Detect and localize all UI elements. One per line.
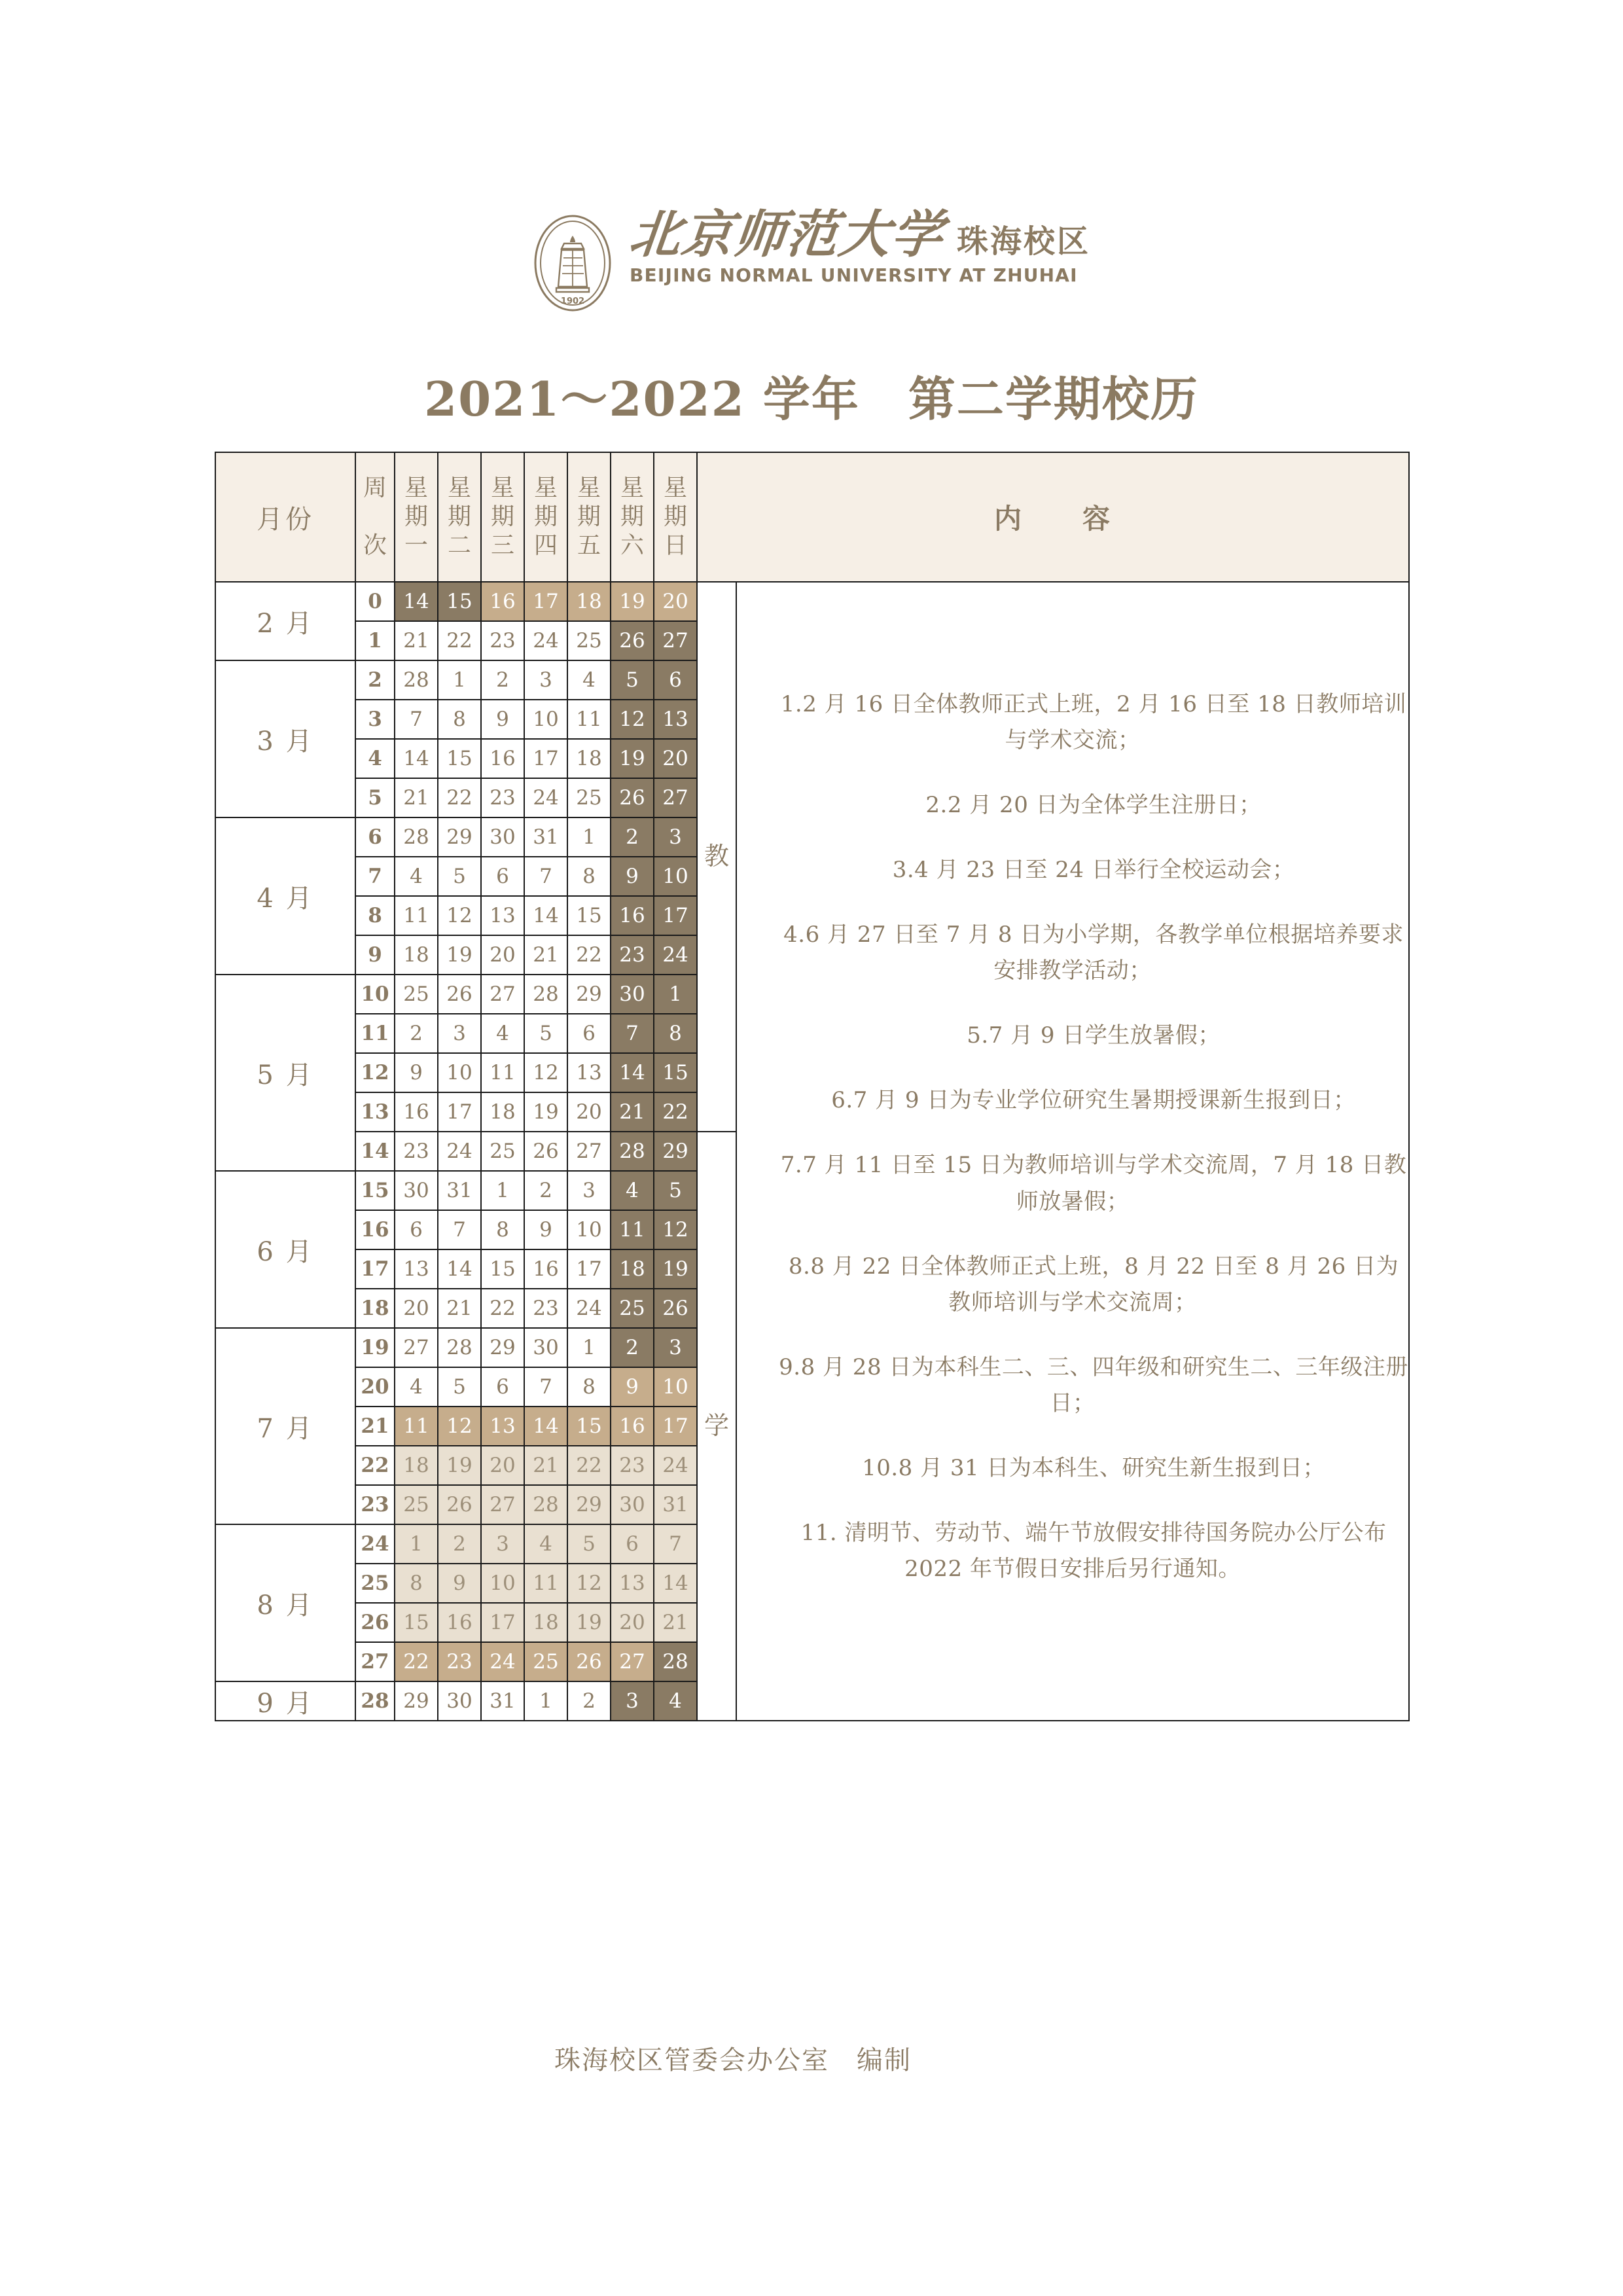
day-cell: 25 bbox=[567, 778, 611, 817]
day-cell: 6 bbox=[654, 660, 697, 700]
day-cell: 26 bbox=[567, 1642, 611, 1681]
day-cell: 30 bbox=[524, 1328, 567, 1367]
day-cell: 14 bbox=[438, 1249, 481, 1289]
day-cell: 17 bbox=[524, 739, 567, 778]
day-cell: 28 bbox=[395, 660, 438, 700]
week-number-cell: 27 bbox=[355, 1642, 395, 1681]
day-cell: 27 bbox=[654, 621, 697, 660]
day-cell: 7 bbox=[395, 700, 438, 739]
day-cell: 28 bbox=[524, 975, 567, 1014]
day-cell: 24 bbox=[524, 621, 567, 660]
week-number-cell: 18 bbox=[355, 1289, 395, 1328]
day-cell: 13 bbox=[567, 1053, 611, 1092]
day-cell: 2 bbox=[611, 817, 654, 857]
day-cell: 26 bbox=[611, 778, 654, 817]
university-name-cn: 北京师范大学 bbox=[626, 205, 947, 264]
week-number-cell: 16 bbox=[355, 1210, 395, 1249]
day-cell: 14 bbox=[395, 582, 438, 621]
week-number-cell: 12 bbox=[355, 1053, 395, 1092]
day-cell: 9 bbox=[611, 1367, 654, 1407]
day-cell: 3 bbox=[524, 660, 567, 700]
day-cell: 18 bbox=[395, 1446, 438, 1485]
day-cell: 16 bbox=[611, 1407, 654, 1446]
header-weekday-fri: 星 期 五 bbox=[567, 452, 611, 582]
week-number-cell: 15 bbox=[355, 1171, 395, 1210]
day-cell: 28 bbox=[438, 1328, 481, 1367]
day-cell: 9 bbox=[395, 1053, 438, 1092]
day-cell: 4 bbox=[567, 660, 611, 700]
day-cell: 8 bbox=[567, 1367, 611, 1407]
day-cell: 26 bbox=[438, 1485, 481, 1524]
day-cell: 16 bbox=[481, 739, 524, 778]
document-footer: 珠海校区管委会办公室 编制 bbox=[554, 2045, 912, 2075]
day-cell: 7 bbox=[524, 1367, 567, 1407]
day-cell: 23 bbox=[524, 1289, 567, 1328]
table-header-row bbox=[215, 452, 1409, 582]
day-cell: 23 bbox=[481, 621, 524, 660]
day-cell: 7 bbox=[611, 1014, 654, 1053]
day-cell: 21 bbox=[438, 1289, 481, 1328]
day-cell: 10 bbox=[481, 1564, 524, 1603]
university-logo-block bbox=[0, 205, 1623, 313]
day-cell: 31 bbox=[481, 1681, 524, 1721]
week-number-cell: 24 bbox=[355, 1524, 395, 1564]
header-content: 内 容 bbox=[697, 452, 1409, 582]
day-cell: 29 bbox=[395, 1681, 438, 1721]
day-cell: 19 bbox=[654, 1249, 697, 1289]
day-cell: 28 bbox=[524, 1485, 567, 1524]
day-cell: 15 bbox=[438, 582, 481, 621]
day-cell: 15 bbox=[567, 896, 611, 935]
university-seal-icon bbox=[533, 213, 613, 313]
table-row bbox=[215, 582, 1409, 621]
day-cell: 26 bbox=[654, 1289, 697, 1328]
day-cell: 8 bbox=[438, 700, 481, 739]
day-cell: 3 bbox=[654, 817, 697, 857]
day-cell: 18 bbox=[567, 739, 611, 778]
day-cell: 11 bbox=[567, 700, 611, 739]
day-cell: 18 bbox=[567, 582, 611, 621]
day-cell: 3 bbox=[611, 1681, 654, 1721]
day-cell: 7 bbox=[654, 1524, 697, 1564]
day-cell: 3 bbox=[438, 1014, 481, 1053]
day-cell: 30 bbox=[611, 975, 654, 1014]
day-cell: 19 bbox=[567, 1603, 611, 1642]
day-cell: 4 bbox=[611, 1171, 654, 1210]
day-cell: 19 bbox=[438, 935, 481, 975]
week-number-cell: 3 bbox=[355, 700, 395, 739]
day-cell: 4 bbox=[395, 1367, 438, 1407]
day-cell: 9 bbox=[481, 700, 524, 739]
note-item: 8.8 月 22 日全体教师正式上班，8 月 22 日至 8 月 26 日为教师培训与学术交流周； bbox=[788, 1253, 1399, 1316]
day-cell: 6 bbox=[395, 1210, 438, 1249]
day-cell: 28 bbox=[654, 1642, 697, 1681]
day-cell: 19 bbox=[611, 739, 654, 778]
day-cell: 6 bbox=[481, 857, 524, 896]
day-cell: 16 bbox=[481, 582, 524, 621]
day-cell: 3 bbox=[481, 1524, 524, 1564]
day-cell: 23 bbox=[438, 1642, 481, 1681]
day-cell: 6 bbox=[567, 1014, 611, 1053]
day-cell: 12 bbox=[524, 1053, 567, 1092]
week-number-cell: 19 bbox=[355, 1328, 395, 1367]
day-cell: 5 bbox=[438, 857, 481, 896]
day-cell: 5 bbox=[654, 1171, 697, 1210]
day-cell: 6 bbox=[611, 1524, 654, 1564]
week-number-cell: 21 bbox=[355, 1407, 395, 1446]
day-cell: 21 bbox=[395, 778, 438, 817]
day-cell: 27 bbox=[481, 975, 524, 1014]
day-cell: 17 bbox=[524, 582, 567, 621]
day-cell: 1 bbox=[567, 817, 611, 857]
day-cell: 4 bbox=[524, 1524, 567, 1564]
day-cell: 15 bbox=[438, 739, 481, 778]
day-cell: 28 bbox=[611, 1132, 654, 1171]
day-cell: 3 bbox=[654, 1328, 697, 1367]
day-cell: 11 bbox=[395, 896, 438, 935]
day-cell: 22 bbox=[481, 1289, 524, 1328]
day-cell: 5 bbox=[567, 1524, 611, 1564]
day-cell: 22 bbox=[654, 1092, 697, 1132]
day-cell: 27 bbox=[611, 1642, 654, 1681]
week-number-cell: 26 bbox=[355, 1603, 395, 1642]
day-cell: 14 bbox=[611, 1053, 654, 1092]
day-cell: 20 bbox=[654, 582, 697, 621]
month-label-cell: 3 月 bbox=[215, 660, 355, 817]
day-cell: 13 bbox=[481, 1407, 524, 1446]
day-cell: 22 bbox=[567, 935, 611, 975]
week-number-cell: 5 bbox=[355, 778, 395, 817]
day-cell: 30 bbox=[438, 1681, 481, 1721]
day-cell: 17 bbox=[654, 896, 697, 935]
day-cell: 5 bbox=[524, 1014, 567, 1053]
day-cell: 12 bbox=[654, 1210, 697, 1249]
page-title: 2021～2022 学年 第二学期校历 bbox=[424, 371, 1199, 427]
month-label-cell: 9 月 bbox=[215, 1681, 355, 1721]
header-weekday-sat: 星 期 六 bbox=[611, 452, 654, 582]
day-cell: 21 bbox=[654, 1603, 697, 1642]
day-cell: 12 bbox=[611, 700, 654, 739]
day-cell: 8 bbox=[654, 1014, 697, 1053]
day-cell: 24 bbox=[654, 935, 697, 975]
day-cell: 11 bbox=[395, 1407, 438, 1446]
day-cell: 16 bbox=[524, 1249, 567, 1289]
day-cell: 23 bbox=[395, 1132, 438, 1171]
day-cell: 8 bbox=[481, 1210, 524, 1249]
day-cell: 24 bbox=[654, 1446, 697, 1485]
week-number-cell: 7 bbox=[355, 857, 395, 896]
day-cell: 13 bbox=[611, 1564, 654, 1603]
month-label-cell: 5 月 bbox=[215, 975, 355, 1171]
day-cell: 16 bbox=[438, 1603, 481, 1642]
day-cell: 30 bbox=[611, 1485, 654, 1524]
day-cell: 4 bbox=[395, 857, 438, 896]
day-cell: 8 bbox=[395, 1564, 438, 1603]
day-cell: 14 bbox=[395, 739, 438, 778]
week-number-cell: 4 bbox=[355, 739, 395, 778]
note-item: 11. 清明节、劳动节、端午节放假安排待国务院办公厅公布 2022 年节假日安排后另行通知。 bbox=[800, 1520, 1387, 1583]
day-cell: 3 bbox=[567, 1171, 611, 1210]
day-cell: 20 bbox=[481, 935, 524, 975]
week-number-cell: 10 bbox=[355, 975, 395, 1014]
day-cell: 29 bbox=[567, 975, 611, 1014]
header-month: 月份 bbox=[215, 452, 355, 582]
academic-calendar-table bbox=[215, 452, 1408, 1721]
day-cell: 30 bbox=[395, 1171, 438, 1210]
day-cell: 23 bbox=[611, 935, 654, 975]
header-weekday-wed: 星 期 三 bbox=[481, 452, 524, 582]
day-cell: 13 bbox=[395, 1249, 438, 1289]
day-cell: 17 bbox=[567, 1249, 611, 1289]
day-cell: 25 bbox=[524, 1642, 567, 1681]
day-cell: 29 bbox=[654, 1132, 697, 1171]
day-cell: 22 bbox=[438, 621, 481, 660]
week-number-cell: 17 bbox=[355, 1249, 395, 1289]
day-cell: 18 bbox=[611, 1249, 654, 1289]
week-number-cell: 13 bbox=[355, 1092, 395, 1132]
week-number-cell: 2 bbox=[355, 660, 395, 700]
day-cell: 29 bbox=[481, 1328, 524, 1367]
day-cell: 6 bbox=[481, 1367, 524, 1407]
day-cell: 27 bbox=[395, 1328, 438, 1367]
day-cell: 1 bbox=[524, 1681, 567, 1721]
day-cell: 24 bbox=[438, 1132, 481, 1171]
day-cell: 22 bbox=[567, 1446, 611, 1485]
day-cell: 31 bbox=[438, 1171, 481, 1210]
day-cell: 10 bbox=[438, 1053, 481, 1092]
day-cell: 17 bbox=[654, 1407, 697, 1446]
day-cell: 1 bbox=[654, 975, 697, 1014]
note-item: 10.8 月 31 日为本科生、研究生新生报到日； bbox=[862, 1454, 1325, 1481]
university-name-en: BEIJING NORMAL UNIVERSITY AT ZHUHAI bbox=[629, 264, 1078, 286]
day-cell: 25 bbox=[481, 1132, 524, 1171]
day-cell: 26 bbox=[438, 975, 481, 1014]
note-item: 2.2 月 20 日为全体学生注册日； bbox=[925, 791, 1262, 818]
day-cell: 5 bbox=[438, 1367, 481, 1407]
day-cell: 20 bbox=[567, 1092, 611, 1132]
note-item: 5.7 月 9 日学生放暑假； bbox=[967, 1022, 1221, 1049]
week-number-cell: 1 bbox=[355, 621, 395, 660]
day-cell: 12 bbox=[567, 1564, 611, 1603]
day-cell: 11 bbox=[611, 1210, 654, 1249]
day-cell: 20 bbox=[481, 1446, 524, 1485]
day-cell: 7 bbox=[524, 857, 567, 896]
header-weekday-sun: 星 期 日 bbox=[654, 452, 697, 582]
day-cell: 30 bbox=[481, 817, 524, 857]
day-cell: 16 bbox=[611, 896, 654, 935]
day-cell: 22 bbox=[395, 1642, 438, 1681]
day-cell: 31 bbox=[524, 817, 567, 857]
day-cell: 8 bbox=[567, 857, 611, 896]
month-label-cell: 6 月 bbox=[215, 1171, 355, 1328]
day-cell: 18 bbox=[395, 935, 438, 975]
day-cell: 25 bbox=[567, 621, 611, 660]
day-cell: 20 bbox=[611, 1603, 654, 1642]
day-cell: 13 bbox=[481, 896, 524, 935]
day-cell: 23 bbox=[611, 1446, 654, 1485]
day-cell: 2 bbox=[567, 1681, 611, 1721]
month-label-cell: 7 月 bbox=[215, 1328, 355, 1524]
day-cell: 10 bbox=[567, 1210, 611, 1249]
day-cell: 2 bbox=[395, 1014, 438, 1053]
day-cell: 24 bbox=[567, 1289, 611, 1328]
day-cell: 27 bbox=[654, 778, 697, 817]
day-cell: 29 bbox=[438, 817, 481, 857]
week-number-cell: 22 bbox=[355, 1446, 395, 1485]
note-item: 4.6 月 27 日至 7 月 8 日为小学期，各教学单位根据培养要求安排教学活动； bbox=[783, 922, 1404, 984]
day-cell: 2 bbox=[438, 1524, 481, 1564]
day-cell: 24 bbox=[481, 1642, 524, 1681]
day-cell: 19 bbox=[438, 1446, 481, 1485]
vertical-label-teach: 教 bbox=[697, 582, 736, 1132]
day-cell: 10 bbox=[524, 700, 567, 739]
day-cell: 14 bbox=[654, 1564, 697, 1603]
header-week-number: 周 次 bbox=[355, 452, 395, 582]
campus-name-cn: 珠海校区 bbox=[957, 223, 1091, 260]
day-cell: 17 bbox=[481, 1603, 524, 1642]
day-cell: 26 bbox=[524, 1132, 567, 1171]
week-number-cell: 23 bbox=[355, 1485, 395, 1524]
day-cell: 15 bbox=[395, 1603, 438, 1642]
vertical-label-study: 学 bbox=[697, 1132, 736, 1721]
day-cell: 25 bbox=[611, 1289, 654, 1328]
header-weekday-thu: 星 期 四 bbox=[524, 452, 567, 582]
day-cell: 15 bbox=[481, 1249, 524, 1289]
day-cell: 1 bbox=[438, 660, 481, 700]
day-cell: 11 bbox=[481, 1053, 524, 1092]
week-number-cell: 14 bbox=[355, 1132, 395, 1171]
day-cell: 19 bbox=[524, 1092, 567, 1132]
day-cell: 12 bbox=[438, 1407, 481, 1446]
day-cell: 29 bbox=[567, 1485, 611, 1524]
week-number-cell: 20 bbox=[355, 1367, 395, 1407]
note-item: 6.7 月 9 日为专业学位研究生暑期授课新生报到日； bbox=[831, 1087, 1356, 1114]
day-cell: 24 bbox=[524, 778, 567, 817]
day-cell: 14 bbox=[524, 896, 567, 935]
day-cell: 9 bbox=[524, 1210, 567, 1249]
header-weekday-mon: 星 期 一 bbox=[395, 452, 438, 582]
day-cell: 19 bbox=[611, 582, 654, 621]
day-cell: 5 bbox=[611, 660, 654, 700]
note-item: 1.2 月 16 日全体教师正式上班，2 月 16 日至 18 日教师培训与学术交流； bbox=[780, 691, 1407, 753]
day-cell: 2 bbox=[611, 1328, 654, 1367]
day-cell: 11 bbox=[524, 1564, 567, 1603]
week-number-cell: 6 bbox=[355, 817, 395, 857]
day-cell: 21 bbox=[524, 935, 567, 975]
day-cell: 9 bbox=[611, 857, 654, 896]
svg-text:1902: 1902 bbox=[560, 296, 585, 306]
note-item: 7.7 月 11 日至 15 日为教师培训与学术交流周，7 月 18 日教师放暑假； bbox=[780, 1152, 1407, 1215]
month-label-cell: 4 月 bbox=[215, 817, 355, 975]
week-number-cell: 25 bbox=[355, 1564, 395, 1603]
day-cell: 31 bbox=[654, 1485, 697, 1524]
week-number-cell: 9 bbox=[355, 935, 395, 975]
day-cell: 21 bbox=[524, 1446, 567, 1485]
day-cell: 23 bbox=[481, 778, 524, 817]
week-number-cell: 0 bbox=[355, 582, 395, 621]
day-cell: 27 bbox=[481, 1485, 524, 1524]
day-cell: 20 bbox=[395, 1289, 438, 1328]
day-cell: 1 bbox=[567, 1328, 611, 1367]
day-cell: 2 bbox=[481, 660, 524, 700]
day-cell: 1 bbox=[481, 1171, 524, 1210]
day-cell: 21 bbox=[611, 1092, 654, 1132]
day-cell: 25 bbox=[395, 1485, 438, 1524]
notes-cell bbox=[736, 582, 1409, 1721]
day-cell: 21 bbox=[395, 621, 438, 660]
day-cell: 4 bbox=[481, 1014, 524, 1053]
day-cell: 20 bbox=[654, 739, 697, 778]
day-cell: 18 bbox=[481, 1092, 524, 1132]
header-weekday-tue: 星 期 二 bbox=[438, 452, 481, 582]
week-number-cell: 8 bbox=[355, 896, 395, 935]
day-cell: 28 bbox=[395, 817, 438, 857]
day-cell: 15 bbox=[567, 1407, 611, 1446]
note-item: 9.8 月 28 日为本科生二、三、四年级和研究生二、三年级注册日； bbox=[779, 1354, 1408, 1416]
day-cell: 27 bbox=[567, 1132, 611, 1171]
note-item: 3.4 月 23 日至 24 日举行全校运动会； bbox=[892, 857, 1295, 884]
day-cell: 26 bbox=[611, 621, 654, 660]
day-cell: 10 bbox=[654, 1367, 697, 1407]
day-cell: 17 bbox=[438, 1092, 481, 1132]
day-cell: 4 bbox=[654, 1681, 697, 1721]
week-number-cell: 11 bbox=[355, 1014, 395, 1053]
week-number-cell: 28 bbox=[355, 1681, 395, 1721]
day-cell: 13 bbox=[654, 700, 697, 739]
day-cell: 7 bbox=[438, 1210, 481, 1249]
month-label-cell: 2 月 bbox=[215, 582, 355, 660]
day-cell: 25 bbox=[395, 975, 438, 1014]
day-cell: 10 bbox=[654, 857, 697, 896]
day-cell: 14 bbox=[524, 1407, 567, 1446]
day-cell: 15 bbox=[654, 1053, 697, 1092]
day-cell: 2 bbox=[524, 1171, 567, 1210]
day-cell: 12 bbox=[438, 896, 481, 935]
day-cell: 18 bbox=[524, 1603, 567, 1642]
day-cell: 1 bbox=[395, 1524, 438, 1564]
day-cell: 22 bbox=[438, 778, 481, 817]
day-cell: 16 bbox=[395, 1092, 438, 1132]
day-cell: 9 bbox=[438, 1564, 481, 1603]
month-label-cell: 8 月 bbox=[215, 1524, 355, 1681]
